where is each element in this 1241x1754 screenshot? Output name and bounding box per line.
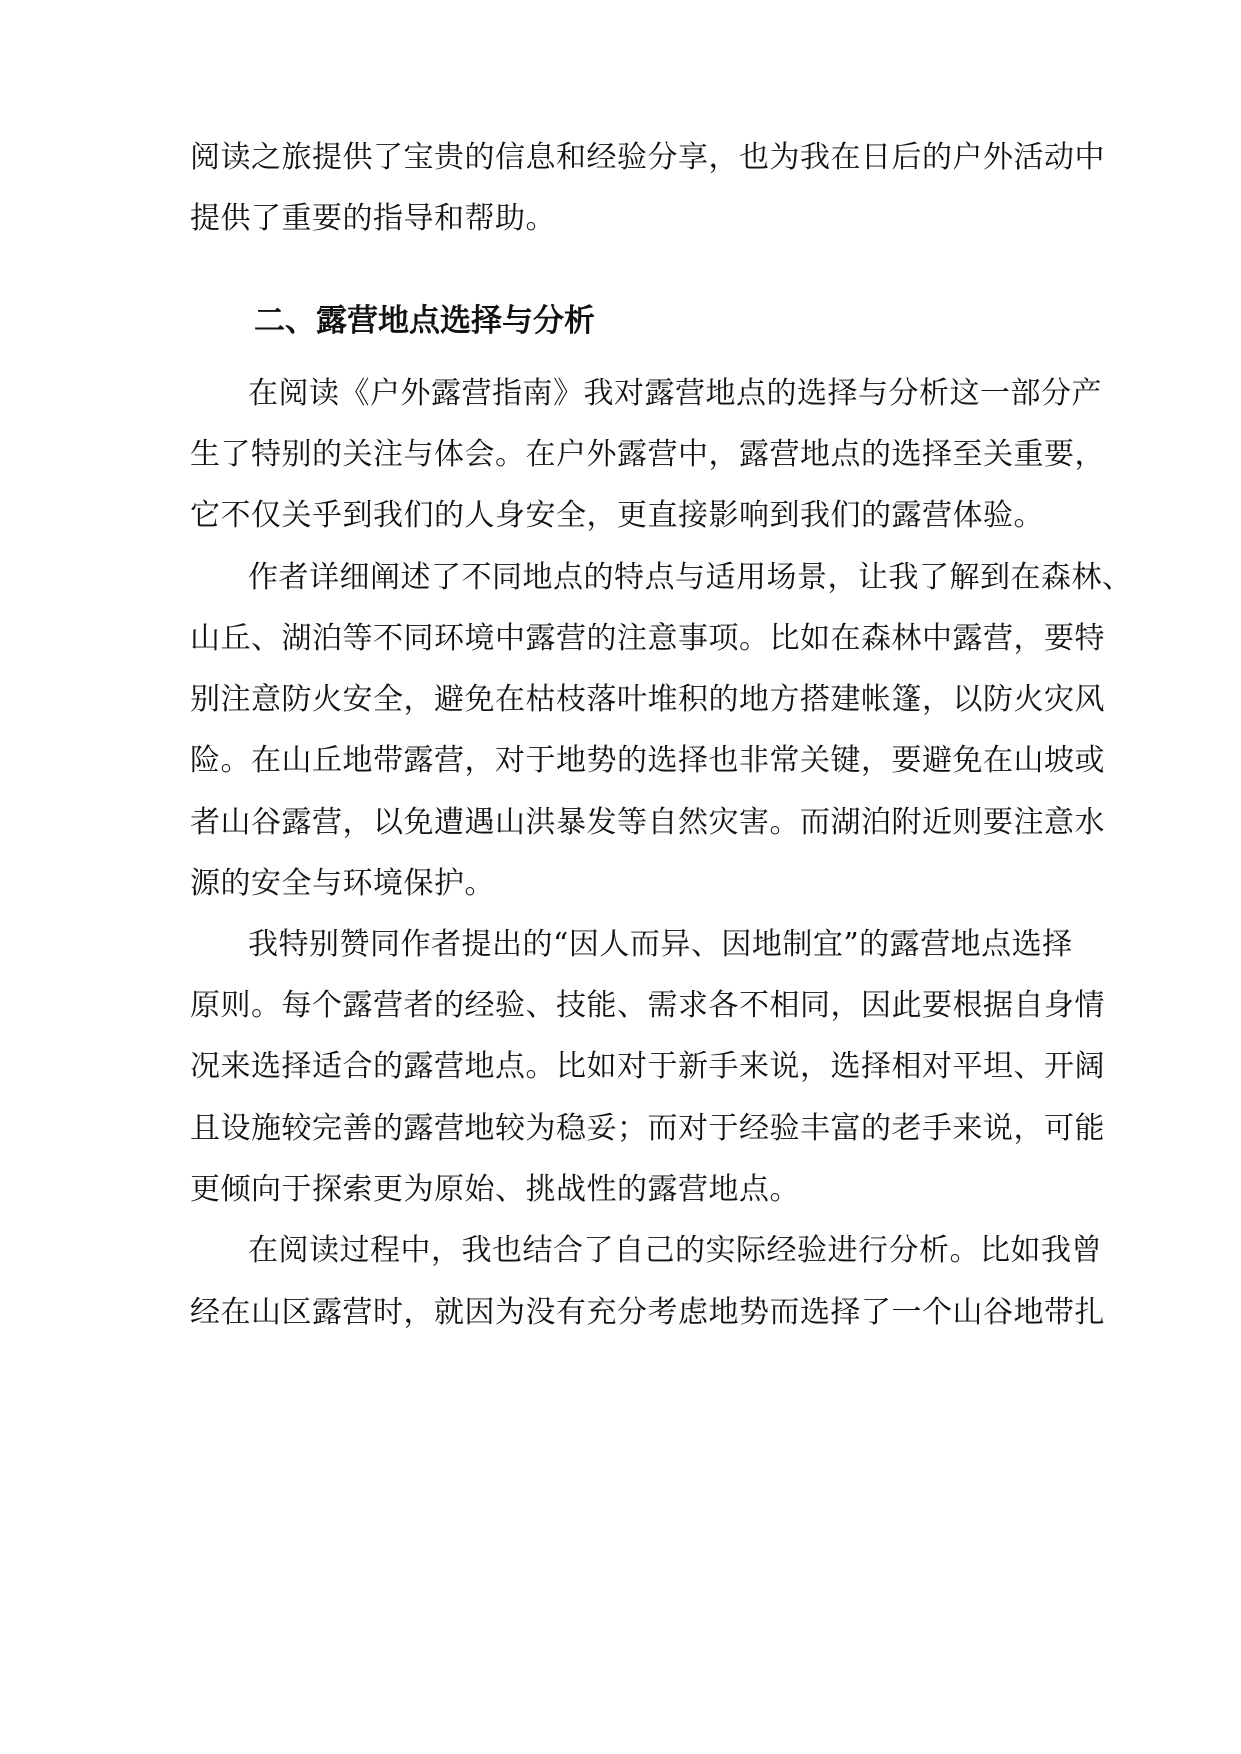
text-line: 提供了重要的指导和帮助。: [190, 201, 556, 236]
text-line: 者山谷露营，以免遭遇山洪暴发等自然灾害。而湖泊附近则要注意水: [190, 805, 1105, 840]
text-line: 经在山区露营时，就因为没有充分考虑地势而选择了一个山谷地带扎: [190, 1295, 1105, 1330]
text-line: 作者详细阐述了不同地点的特点与适用场景，让我了解到在森林、: [248, 560, 1133, 595]
text-line: 况来选择适合的露营地点。比如对于新手来说，选择相对平坦、开阔: [190, 1049, 1105, 1084]
text-line: 别注意防火安全，避免在枯枝落叶堆积的地方搭建帐篷，以防火灾风: [190, 682, 1105, 717]
text-line: 我特别赞同作者提出的“因人而异、因地制宜”的露营地点选择: [248, 927, 1073, 962]
text-line: 在阅读《户外露营指南》我对露营地点的选择与分析这一部分产: [248, 376, 1102, 411]
text-line: 阅读之旅提供了宝贵的信息和经验分享，也为我在日后的户外活动中: [190, 140, 1105, 175]
section-heading: 二、露营地点选择与分析: [254, 303, 595, 339]
text-line: 原则。每个露营者的经验、技能、需求各不相同，因此要根据自身情: [190, 988, 1105, 1023]
text-line: 山丘、湖泊等不同环境中露营的注意事项。比如在森林中露营，要特: [190, 621, 1105, 656]
text-line: 且设施较完善的露营地较为稳妥；而对于经验丰富的老手来说，可能: [190, 1111, 1105, 1146]
text-line: 更倾向于探索更为原始、挑战性的露营地点。: [190, 1172, 800, 1207]
text-line: 源的安全与环境保护。: [190, 866, 495, 901]
text-line: 它不仅关乎到我们的人身安全，更直接影响到我们的露营体验。: [190, 498, 1044, 533]
text-line: 生了特别的关注与体会。在户外露营中，露营地点的选择至关重要，: [190, 437, 1105, 472]
text-line: 险。在山丘地带露营，对于地势的选择也非常关键，要避免在山坡或: [190, 743, 1105, 778]
text-line: 在阅读过程中，我也结合了自己的实际经验进行分析。比如我曾: [248, 1233, 1102, 1268]
